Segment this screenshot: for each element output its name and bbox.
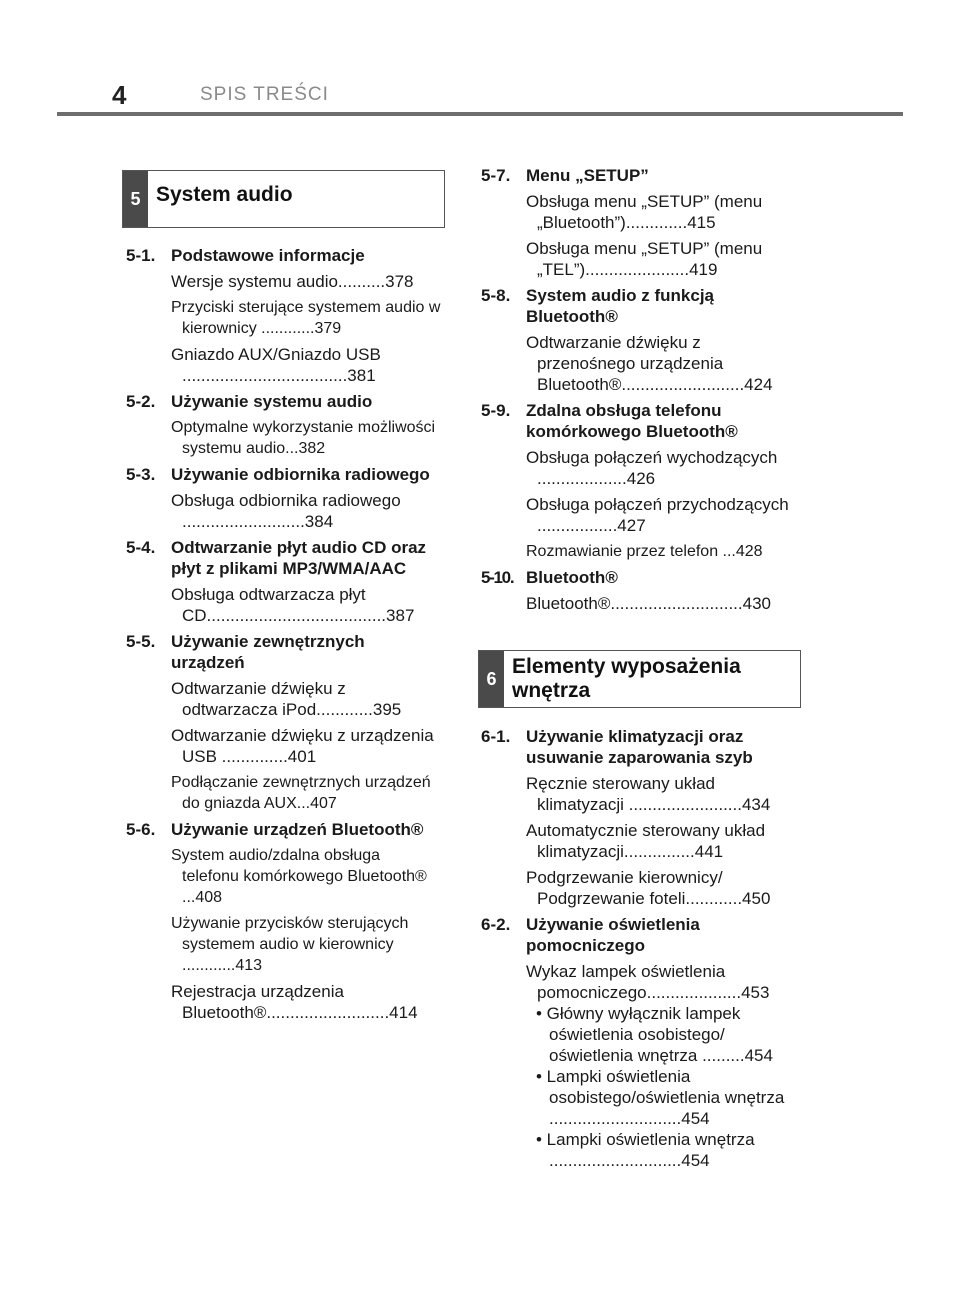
toc-entry[interactable]: Obsługa menu „SETUP” (menu „TEL”)......................419: [526, 239, 763, 279]
toc-entry[interactable]: Ręcznie sterowany układ klimatyzacji ........................434: [526, 774, 771, 814]
toc-entry[interactable]: Wersje systemu audio..........378: [171, 272, 414, 291]
toc-entry[interactable]: Podgrzewanie kierownicy/ Podgrzewanie foteli............450: [526, 868, 771, 908]
toc-entry[interactable]: Optymalne wykorzystanie możliwości systemu audio...382: [171, 419, 436, 457]
chapter-5-7[interactable]: 5-7. Menu „SETUP”: [481, 166, 649, 185]
toc-entry[interactable]: Automatycznie sterowany układ klimatyzacji...............441: [526, 821, 766, 861]
chapter-5-6[interactable]: 5-6. Używanie urządzeń Bluetooth®: [126, 820, 424, 839]
toc-bullet-entry[interactable]: • Lampki oświetlenia osobistego/oświetlenia wnętrza ............................454: [536, 1067, 785, 1128]
section-6-number: 6: [479, 651, 504, 707]
toc-entry[interactable]: System audio/zdalna obsługa telefonu komórkowego Bluetooth® ...408: [171, 847, 427, 906]
chapter-5-9[interactable]: 5-9. Zdalna obsługa telefonu komórkowego Bluetooth®: [481, 401, 738, 441]
chapter-6-2[interactable]: 6-2. Używanie oświetlenia pomocniczego: [481, 915, 700, 955]
chapter-5-3[interactable]: 5-3. Używanie odbiornika radiowego: [126, 465, 430, 484]
toc-entry[interactable]: Obsługa odtwarzacza płyt CD......................................387: [171, 585, 415, 625]
toc-right-section-5: [481, 165, 799, 614]
toc-entry[interactable]: Odtwarzanie dźwięku z urządzenia USB ..............401: [171, 726, 434, 766]
chapter-6-1[interactable]: 6-1. Używanie klimatyzacji oraz usuwanie zaparowania szyb: [481, 727, 753, 767]
section-5-title: System audio: [156, 183, 293, 206]
toc-bullet-entry[interactable]: • Główny wyłącznik lampek oświetlenia osobistego/ oświetlenia wnętrza .........454: [536, 1004, 773, 1065]
chapter-5-2[interactable]: 5-2. Używanie systemu audio: [126, 392, 373, 411]
toc-entry[interactable]: Bluetooth®............................430: [526, 594, 771, 613]
section-6-header: [478, 650, 801, 708]
section-5-number: 5: [123, 171, 148, 227]
page-number: 4: [112, 80, 127, 110]
toc-entry[interactable]: Obsługa menu „SETUP” (menu „Bluetooth”).............415: [526, 192, 763, 232]
chapter-5-1[interactable]: 5-1. Podstawowe informacje: [126, 246, 365, 265]
toc-left: [126, 245, 441, 1023]
toc-entry[interactable]: Używanie przycisków sterujących systemem audio w kierownicy ............413: [171, 915, 409, 974]
section-5-header: [122, 170, 445, 228]
toc-entry[interactable]: Odtwarzanie dźwięku z odtwarzacza iPod............395: [171, 679, 402, 719]
chapter-5-10[interactable]: 5-10. Bluetooth®: [481, 568, 618, 587]
chapter-5-8[interactable]: 5-8. System audio z funkcją Bluetooth®: [481, 286, 714, 326]
toc-entry[interactable]: Rozmawianie przez telefon ...428: [526, 543, 763, 560]
toc-entry[interactable]: Podłączanie zewnętrznych urządzeń do gniazda AUX...407: [171, 774, 431, 812]
toc-entry[interactable]: Wykaz lampek oświetlenia pomocniczego....................453: [526, 962, 770, 1002]
header-rule: [57, 112, 903, 116]
toc-right-section-6: [481, 726, 799, 1171]
toc-entry[interactable]: Gniazdo AUX/Gniazdo USB ...................................381: [171, 345, 381, 385]
toc-bullet-entry[interactable]: • Lampki oświetlenia wnętrza ............................454: [536, 1130, 755, 1170]
toc-entry[interactable]: Rejestracja urządzenia Bluetooth®..........................414: [171, 982, 418, 1022]
toc-entry[interactable]: Odtwarzanie dźwięku z przenośnego urządzenia Bluetooth®..........................424: [526, 333, 773, 394]
toc-entry[interactable]: Obsługa połączeń przychodzących .................427: [526, 495, 789, 535]
toc-entry[interactable]: Obsługa odbiornika radiowego ..........................384: [171, 491, 401, 531]
toc-entry[interactable]: Obsługa połączeń wychodzących ...................426: [526, 448, 778, 488]
chapter-5-4[interactable]: 5-4. Odtwarzanie płyt audio CD oraz płyt z plikami MP3/WMA/AAC: [126, 538, 427, 578]
chapter-5-5[interactable]: 5-5. Używanie zewnętrznych urządzeń: [126, 632, 365, 672]
page-title: SPIS TREŚCI: [200, 84, 329, 105]
toc-entry[interactable]: Przyciski sterujące systemem audio w kierownicy ............379: [171, 299, 441, 337]
section-6-title: Elementy wyposażenia wnętrza: [512, 655, 741, 702]
